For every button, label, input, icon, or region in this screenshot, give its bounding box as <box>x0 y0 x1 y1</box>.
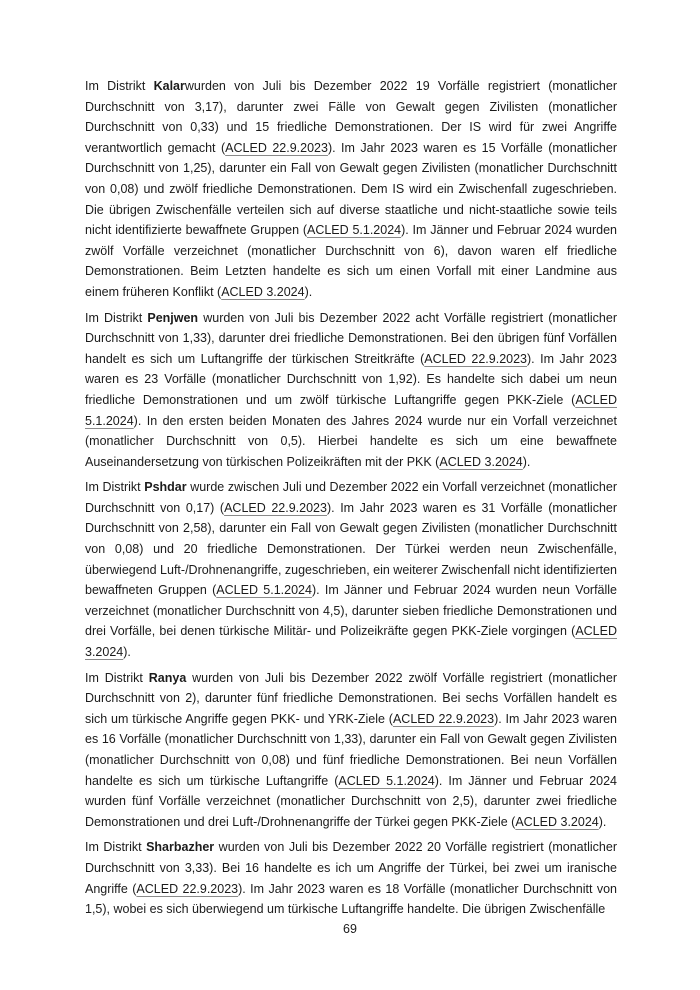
page-footer <box>0 922 700 936</box>
text-run: ). Im Jänner und Februar 2024 wurden neun Vorfälle verzeichnet (monatlicher Durchschnitt von 4,5), darunter sieben friedliche Demonstrationen und drei Vorfälle, bei denen türkische Militär- und Polizeikräfte gegen PKK-Ziele vorgingen ( <box>85 583 617 639</box>
acled-citation-link[interactable]: ACLED 22.9.2023 <box>225 140 328 155</box>
district-name: Ranya <box>148 670 187 685</box>
paragraph <box>85 668 617 833</box>
text-run: ). Im Jahr 2023 waren es 23 Vorfälle (monatlicher Durchschnitt von 1,92). Es handelte sich dabei um neun friedliche Demonstrationen und um zwölf türkische Luftangriffe gegen PKK-Ziele ( <box>85 351 617 407</box>
acled-citation-link[interactable]: ACLED 3.2024 <box>515 814 599 829</box>
text-run: ). Im Jahr 2023 waren es 15 Vorfälle (monatlicher Durchschnitt von 1,25), darunter ein Fall von Gewalt gegen Zivilisten (monatlicher Durchschnitt von 0,08) und zwölf friedliche Demonstrationen. Dem IS wird ein Zwischenfall zugeschrieben. Die übrigen Zwischenfälle verteilen sich auf diverse staatliche und nicht-staatliche sowie teils nicht identifizierte bewaffnete Gruppen ( <box>85 140 617 238</box>
text-run: ). <box>123 645 131 660</box>
acled-citation-link[interactable]: ACLED 22.9.2023 <box>424 351 528 366</box>
acled-citation-link[interactable]: ACLED 5.1.2024 <box>306 223 402 238</box>
district-name: Penjwen <box>147 310 199 325</box>
text-run: ). Im Jänner und Februar 2024 wurden fünf Vorfälle verzeichnet (monatlicher Durchschnitt von 2,5), darunter zwei friedliche Demonstrationen und drei Luft-/Drohnenangriffe der Türkei gegen PKK-Ziele ( <box>85 773 617 829</box>
body-text <box>85 76 617 925</box>
acled-citation-link[interactable]: ACLED 5.1.2024 <box>85 392 617 428</box>
acled-citation-link[interactable]: ACLED 5.1.2024 <box>338 773 435 788</box>
acled-citation-link[interactable]: ACLED 3.2024 <box>85 624 617 660</box>
text-run: ). Im Jahr 2023 waren es 18 Vorfälle (monatlicher Durchschnitt von 1,5), wobei es sich überwiegend um türkische Luftangriffe handelte. Die übrigen Zwischenfälle <box>85 881 617 917</box>
text-run: ). <box>304 284 313 299</box>
text-run: wurden von Juli bis Dezember 2022 zwölf Vorfälle registriert (monatlicher Durchschnitt von 2), darunter fünf friedliche Demonstrationen. Bei sechs Vorfällen handelt es sich um türkische Angriffe gegen PKK- und YRK-Ziele ( <box>85 670 617 726</box>
district-name: Pshdar <box>144 480 187 495</box>
text-run: wurden von Juli bis Dezember 2022 acht Vorfälle registriert (monatlicher Durchschnitt von 1,33), darunter drei friedliche Demonstrationen. Bei den übrigen fünf Vorfällen handelt es sich um Luftangriffe der türkischen Streitkräfte ( <box>85 310 617 366</box>
acled-citation-link[interactable]: ACLED 22.9.2023 <box>136 881 239 896</box>
text-run: wurden von Juli bis Dezember 2022 20 Vorfälle registriert (monatlicher Durchschnitt von 3,33). Bei 16 handelte es ich um Angriffe der Türkei, bei zwei um iranische Angriffe ( <box>85 840 617 896</box>
acled-citation-link[interactable]: ACLED 22.9.2023 <box>224 500 327 515</box>
text-run: ). Im Jahr 2023 waren es 16 Vorfälle (monatlicher Durchschnitt von 1,33), darunter ein Fall von Gewalt gegen Zivilisten (monatlicher Durchschnitt von 0,08) und fünf friedliche Demonstrationen. Bei neun Vorfällen handelte es sich um türkische Luftangriffe ( <box>85 711 617 788</box>
text-run: Im Distrikt <box>85 670 149 685</box>
text-run: ). In den ersten beiden Monaten des Jahres 2024 wurde nur ein Vorfall verzeichnet (monatlicher Durchschnitt von 0,5). Hierbei handelte es sich um eine bewaffnete Auseinandersetzung von türkischen Polizeikräften mit der PKK ( <box>85 413 617 469</box>
paragraph <box>85 837 617 919</box>
text-run: wurden von Juli bis Dezember 2022 19 Vorfälle registriert (monatlicher Durchschnitt von 3,17), darunter zwei Fälle von Gewalt gegen Zivilisten (monatlicher Durchschnitt von 0,33) und 15 friedliche Demonstrationen. Der IS wird für zwei Angriffe verantwortlich gemacht ( <box>85 79 617 155</box>
text-run: ). Im Jahr 2023 waren es 31 Vorfälle (monatlicher Durchschnitt von 2,58), darunter ein Fall von Gewalt gegen Zivilisten (monatlicher Durchschnitt von 0,08) und 20 friedliche Demonstrationen. Der Türkei werden neun Zwischenfälle, überwiegend Luft-/Drohnenangriffe, zugeschrieben, ein weiterer Zwischenfall nicht identifizierten bewaffneten Gruppen ( <box>85 500 618 598</box>
acled-citation-link[interactable]: ACLED 5.1.2024 <box>216 583 312 598</box>
acled-citation-link[interactable]: ACLED 3.2024 <box>221 284 305 299</box>
paragraph <box>85 76 617 303</box>
text-run: Im Distrikt <box>85 840 147 855</box>
district-name: Sharbazher <box>146 840 215 855</box>
acled-citation-link[interactable]: ACLED 22.9.2023 <box>392 711 495 726</box>
paragraph <box>85 477 617 662</box>
text-run: Im Distrikt <box>85 480 145 495</box>
page-number: 69 <box>343 922 357 936</box>
text-run: Im Distrikt <box>85 79 154 93</box>
acled-citation-link[interactable]: ACLED 3.2024 <box>439 454 523 469</box>
text-run: ). <box>522 454 531 469</box>
text-run: Im Distrikt <box>85 310 148 325</box>
text-run: ). <box>598 814 607 829</box>
text-run: ). Im Jänner und Februar 2024 wurden zwölf Vorfälle verzeichnet (monatlicher Durchschnitt von 6), davon waren elf friedliche Demonstrationen. Beim Letzten handelte es sich um einen Vorfall mit einer Landmine aus einem früheren Konflikt ( <box>85 223 617 299</box>
text-run: wurde zwischen Juli und Dezember 2022 ein Vorfall verzeichnet (monatlicher Durchschnitt von 0,17) ( <box>85 480 617 515</box>
paragraph <box>85 308 617 473</box>
district-name: Kalar <box>153 79 185 93</box>
